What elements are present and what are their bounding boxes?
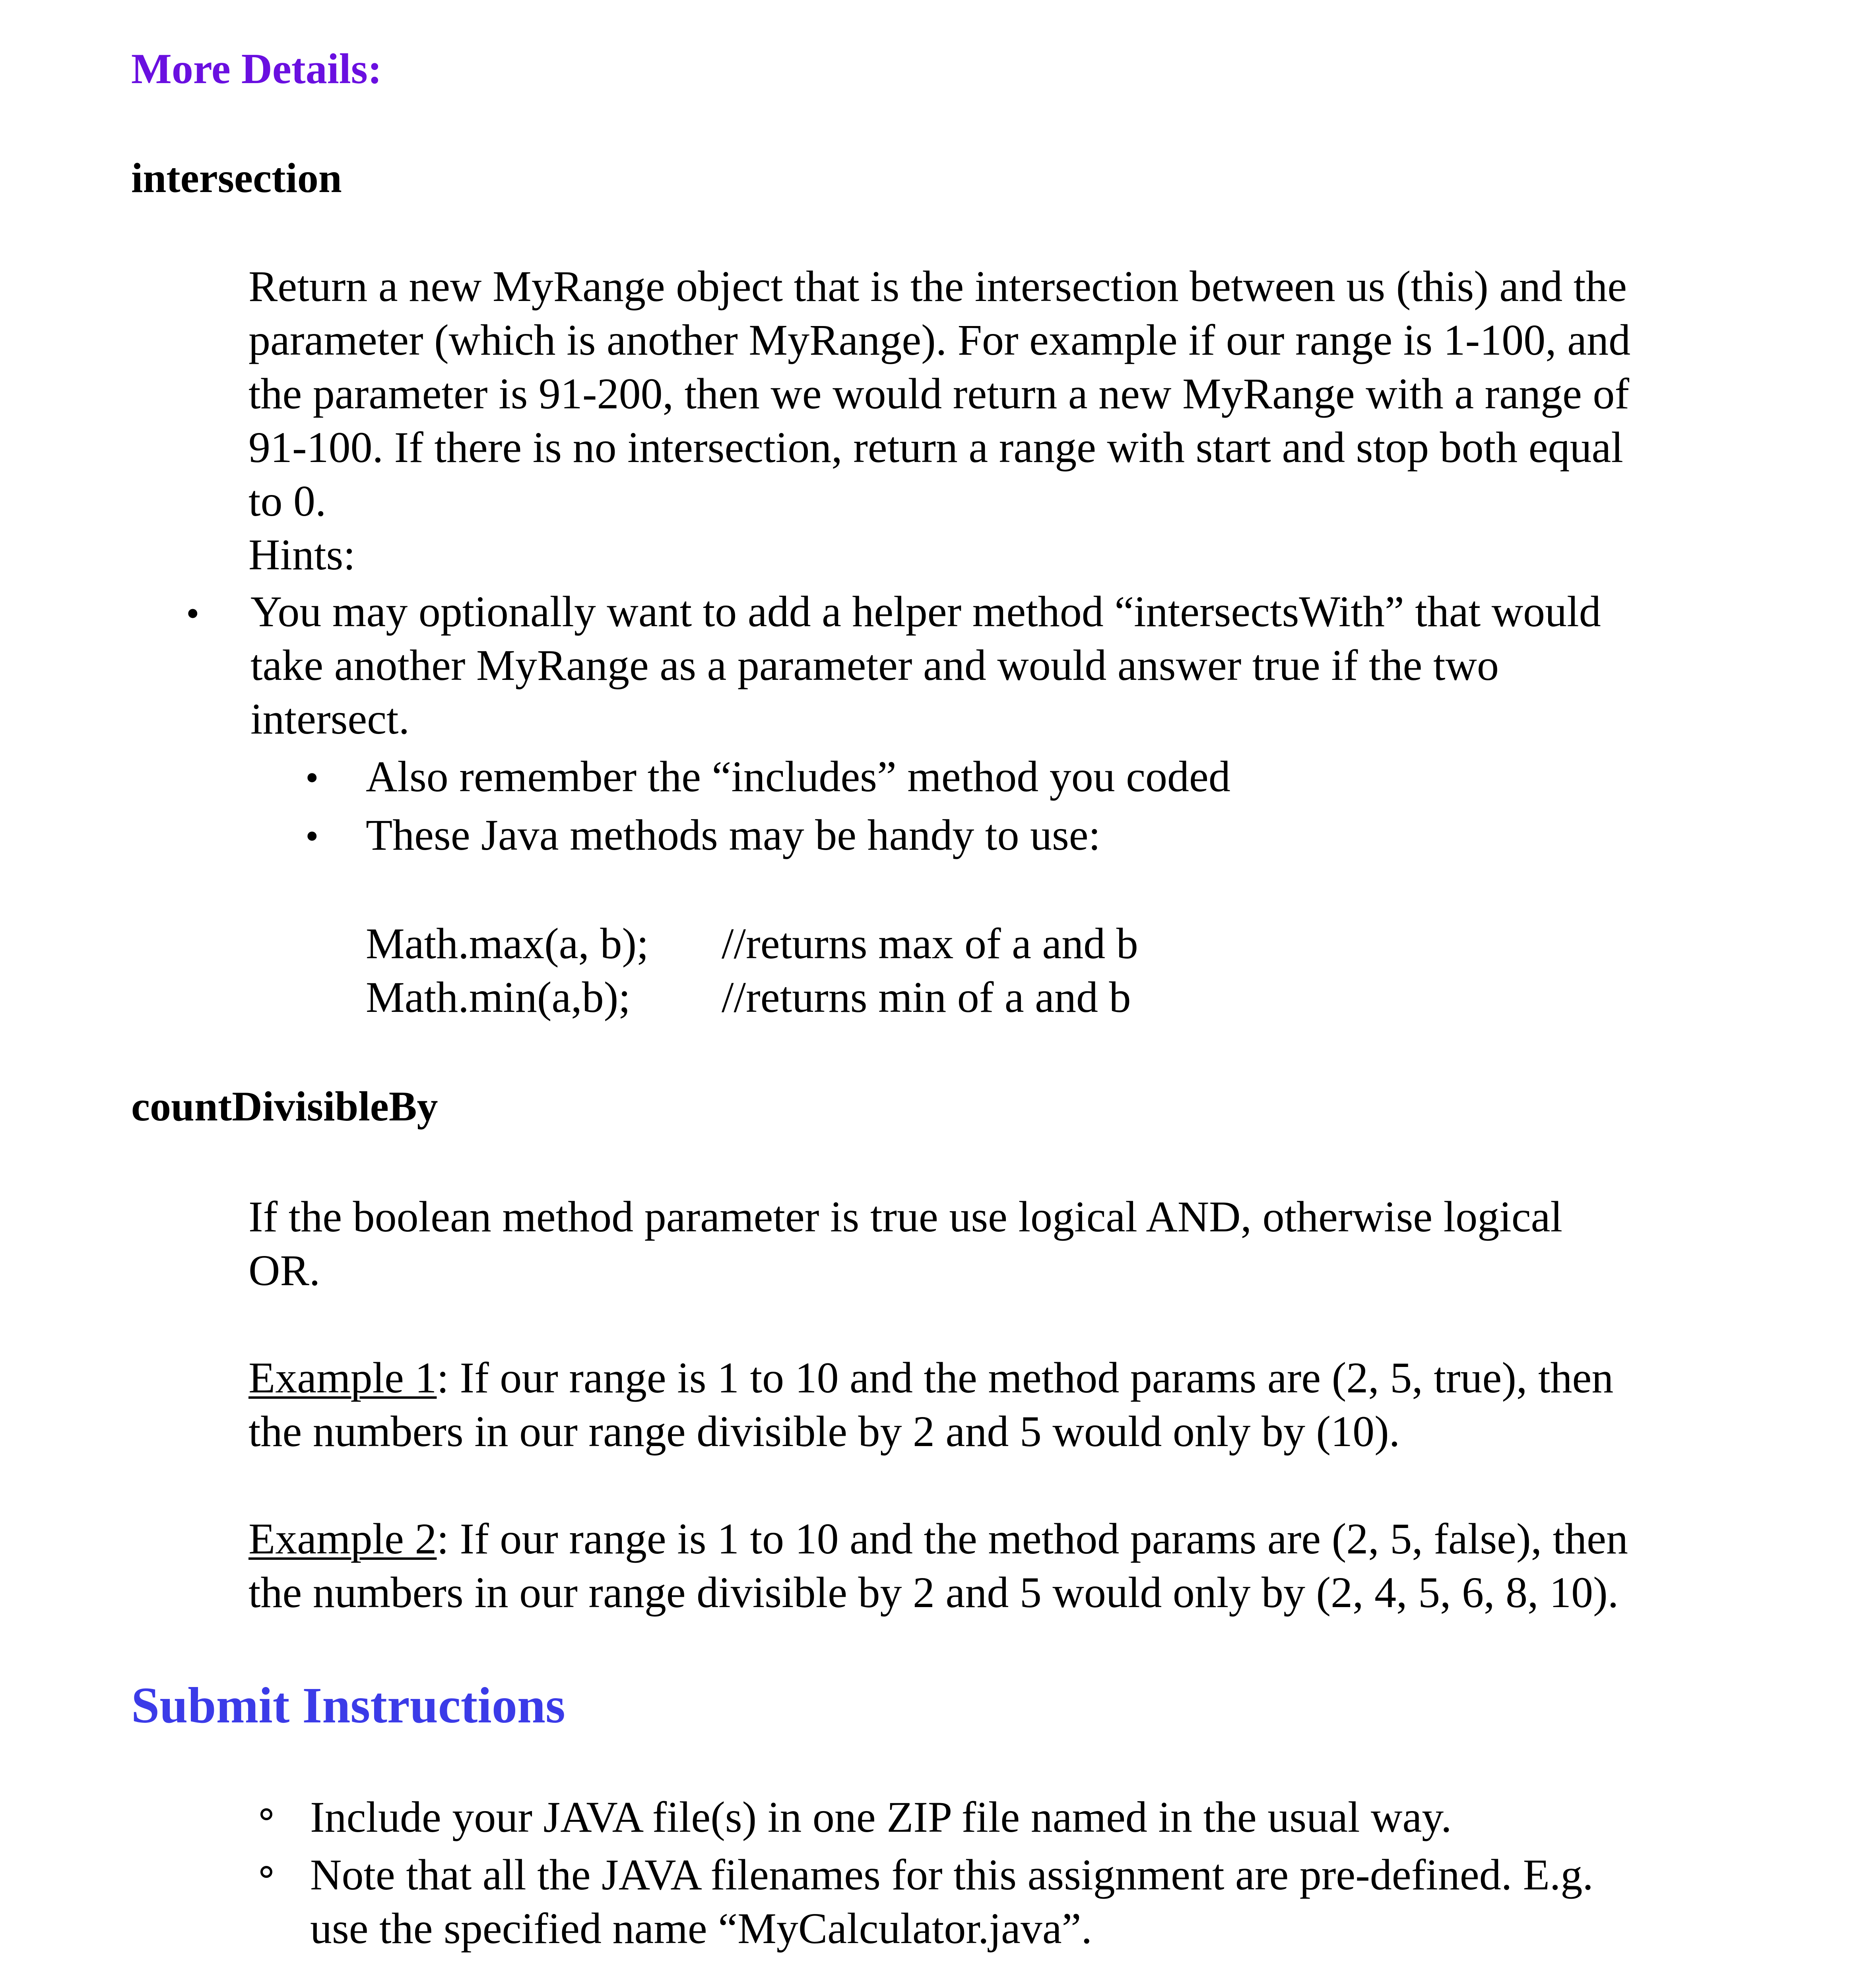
intersection-description-line: 91-100. If there is no intersection, return a range with start and stop both equal [248, 423, 1623, 472]
count-description-line: If the boolean method parameter is true use logical AND, otherwise logical [248, 1192, 1563, 1241]
hint-line: take another MyRange as a parameter and would answer true if the two [250, 641, 1499, 689]
intersection-heading: intersection [131, 155, 342, 201]
submit-instructions-heading: Submit Instructions [131, 1677, 565, 1734]
submit-item-line: Include your JAVA file(s) in one ZIP file named in the usual way. [310, 1793, 1452, 1841]
count-divisible-by-heading: countDivisibleBy [131, 1083, 438, 1130]
bullet-icon: • [186, 592, 200, 635]
circle-bullet-icon [260, 1808, 272, 1820]
intersection-description-line: to 0. [248, 477, 326, 525]
example-2-second-line: the numbers in our range divisible by 2 and 5 would only by (2, 4, 5, 6, 8, 10). [248, 1568, 1619, 1617]
submit-item-line: Note that all the JAVA filenames for this assignment are pre-defined. E.g. [310, 1850, 1593, 1899]
hints-label: Hints: [248, 530, 355, 579]
submit-item-line: use the specified name “MyCalculator.java”. [310, 1904, 1093, 1953]
example-2-label: Example 2 [248, 1514, 437, 1563]
intersection-description-line: parameter (which is another MyRange). For example if our range is 1-100, and [248, 316, 1631, 364]
example-1-first-line [248, 1353, 1614, 1402]
example-2-first-line [248, 1514, 1628, 1563]
sub-hint-text: Also remember the “includes” method you coded [366, 752, 1230, 801]
intersection-description-line: the parameter is 91-200, then we would return a new MyRange with a range of [248, 369, 1630, 418]
example-2-text: : If our range is 1 to 10 and the method params are (2, 5, false), then [437, 1514, 1628, 1563]
example-1-text: : If our range is 1 to 10 and the method params are (2, 5, true), then [437, 1353, 1614, 1402]
more-details-heading: More Details: [131, 45, 382, 93]
example-1-label: Example 1 [248, 1353, 437, 1402]
hint-line: intersect. [250, 695, 410, 743]
hint-line: You may optionally want to add a helper method “intersectsWith” that would [250, 587, 1601, 636]
code-call: Math.min(a,b); [366, 973, 631, 1021]
intersection-description-line: Return a new MyRange object that is the intersection between us (this) and the [248, 262, 1627, 311]
code-comment: //returns max of a and b [722, 919, 1138, 968]
bullet-icon: • [305, 756, 319, 799]
code-comment: //returns min of a and b [722, 973, 1131, 1021]
sub-hint-text: These Java methods may be handy to use: [366, 811, 1101, 859]
circle-bullet-icon [260, 1866, 272, 1878]
bullet-icon: • [305, 815, 319, 857]
count-description-line: OR. [248, 1246, 320, 1295]
example-1-second-line: the numbers in our range divisible by 2 and 5 would only by (10). [248, 1407, 1400, 1456]
code-call: Math.max(a, b); [366, 919, 649, 968]
